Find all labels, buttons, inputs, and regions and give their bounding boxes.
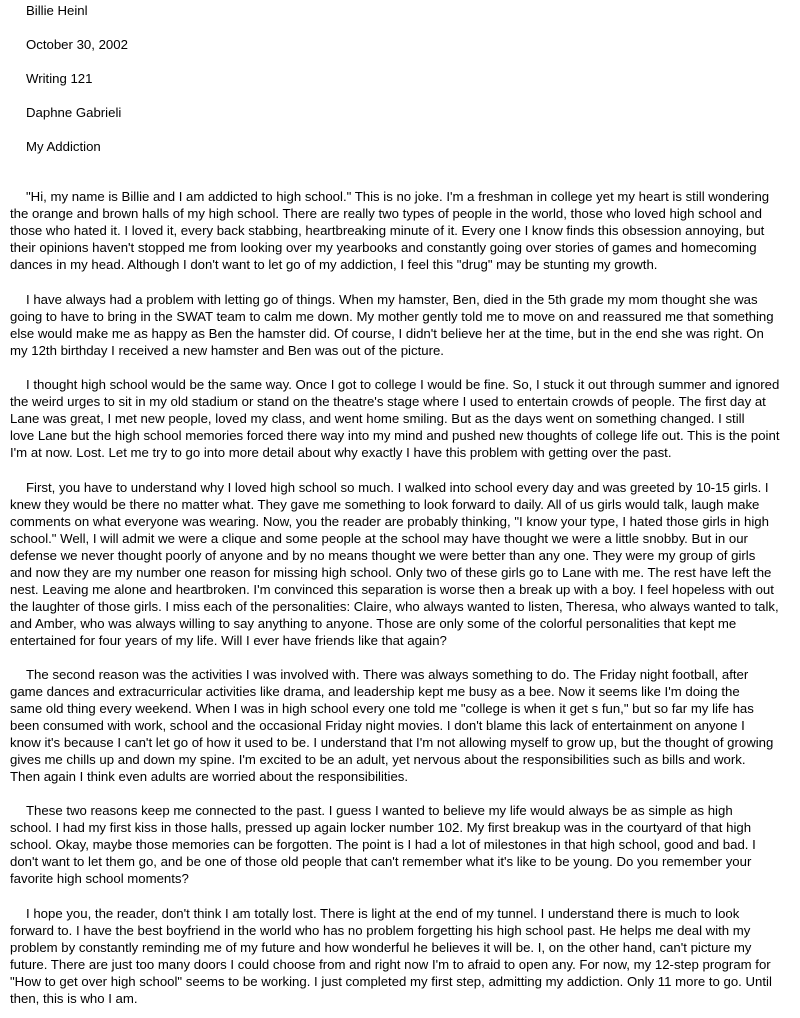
paragraph-line: don't want to let them go, and be one of those old people that can't remember what it's like to be young. Do you remember your (10, 854, 752, 869)
paragraph-line: school. I had my first kiss in those halls, pressed up again locker number 102. My first breakup was in the courtyard of that high (10, 820, 752, 835)
essay-date: October 30, 2002 (26, 37, 128, 52)
paragraph-line: the weird urges to sit in my old stadium or stand on the theatre's stage where I used to entertain crowds of people. The first day at (10, 394, 766, 409)
paragraph-line: my 12th birthday I received a new hamster and Ben was out of the picture. (10, 343, 444, 358)
paragraph-line: defense we never thought poorly of anyone and by no means thought we were better than any one. They were my group of girls (10, 548, 756, 563)
paragraph-2 (10, 291, 774, 359)
paragraph-line: nest. Leaving me alone and heartbroken. I'm convinced this separation is worse then a break up with a boy. I feel hopeless with out (10, 582, 774, 597)
paragraph-3 (10, 376, 779, 461)
paragraph-line: entertained for four years of my life. Will I ever have friends like that again? (10, 633, 447, 648)
paragraph-line: and Amber, who was always willing to say anything to anyone. Those are only some of the colorful personalities that kept me (10, 616, 737, 631)
paragraph-line: school." Well, I will admit we were a clique and some people at the school may have thought we were a little snobby. But in our (10, 531, 748, 546)
paragraph-4 (10, 479, 779, 649)
essay-title: My Addiction (26, 139, 101, 154)
paragraph-line: dances in my head. Although I don't want to let go of my addiction, I feel this "drug" may be stunting my growth. (10, 257, 658, 272)
instructor-name: Daphne Gabrieli (26, 105, 122, 120)
paragraph-line: love Lane but the high school memories forced there way into my mind and pushed new thoughts of college life out. This is the point (10, 428, 780, 443)
paragraph-line: know it's because I can't let go of how it used to be. I understand that I'm not allowing myself to grow up, but the thought of growing (10, 735, 774, 750)
paragraph-line: I hope you, the reader, don't think I am totally lost. There is light at the end of my tunnel. I understand there is much to look (26, 906, 740, 921)
paragraph-line: "How to get over high school" seems to be working. I just completed my first step, admitting my addiction. Only 11 more to go. Until (10, 974, 772, 989)
paragraph-line: problem by constantly reminding me of my future and how wonderful he believes it will be. I, on the other hand, can't picture my (10, 940, 752, 955)
paragraph-line: I have always had a problem with letting go of things. When my hamster, Ben, died in the 5th grade my mom thought she was (26, 292, 758, 307)
paragraph-line: their opinions haven't stopped me from looking over my yearbooks and constantly going over stories of games and homecoming (10, 240, 757, 255)
paragraph-line: school. Okay, maybe those memories can be forgotten. The point is I had a lot of milestones in that high school, good and bad. I (10, 837, 756, 852)
paragraph-line: I thought high school would be the same way. Once I got to college I would be fine. So, I stuck it out through summer and ignored (26, 377, 780, 392)
paragraph-line: same old thing every weekend. When I was in high school every one told me "college is when it get s fun," but so far my life has (10, 701, 754, 716)
course-name: Writing 121 (26, 71, 93, 86)
paragraph-line: First, you have to understand why I loved high school so much. I walked into school every day and was greeted by 10-15 girls. I (26, 480, 769, 495)
paragraph-line: I'm at now. Lost. Let me try to go into more detail about why exactly I have this problem with getting over the past. (10, 445, 672, 460)
paragraph-line: knew they would be there no matter what. They gave me something to look forward to daily. All of us girls would talk, laugh make (10, 497, 760, 512)
paragraph-line: the orange and brown halls of my high school. There are really two types of people in the world, those who loved high school and (10, 206, 762, 221)
paragraph-5 (10, 666, 773, 785)
paragraph-6 (10, 802, 756, 887)
paragraph-line: else would make me as happy as Ben the hamster did. Of course, I didn't believe her at the time, but in the end she was right. On (10, 326, 764, 341)
paragraph-line: and now they are my number one reason for missing high school. Only two of these girls go to Lane with me. The rest have left the (10, 565, 772, 580)
paragraph-line: Lane was great, I met new people, loved my class, and went home smiling. But as the days went on something changed. I still (10, 411, 745, 426)
paragraph-line: forward to. I have the best boyfriend in the world who has no problem forgetting his high school past. He helps me deal with my (10, 923, 751, 938)
author-name: Billie Heinl (26, 3, 88, 18)
paragraph-line: These two reasons keep me connected to the past. I guess I wanted to believe my life would always be as simple as high (26, 803, 733, 818)
paragraph-line: those who hated it. I loved it, every back stabbing, heartbreaking minute of it. Every one I know finds this obsession annoying, but (10, 223, 765, 238)
paragraph-line: game dances and extracurricular activities like drama, and leadership kept me busy as a bee. Now it seems like I'm doing the (10, 684, 740, 699)
paragraph-line: been consumed with work, school and the occasional Friday night movies. I don't blame this lack of entertainment on anyone I (10, 718, 745, 733)
paragraph-line: then, this is who I am. (10, 991, 138, 1006)
paragraph-line: The second reason was the activities I was involved with. There was always something to do. The Friday night football, after (26, 667, 749, 682)
paragraph-line: the laughter of those girls. I miss each of the personalities: Claire, who always wanted to listen, Theresa, who always wanted to talk, (10, 599, 779, 614)
paragraph-line: Then again I think even adults are worried about the responsibilities. (10, 769, 409, 784)
paragraph-line: future. There are just too many doors I could choose from and right now I'm to afraid to open any. For now, my 12-step program for (10, 957, 771, 972)
paragraph-line: "Hi, my name is Billie and I am addicted to high school." This is no joke. I'm a freshman in college yet my heart is still wondering (26, 189, 770, 204)
paragraph-line: comments on what everyone was wearing. Now, you the reader are probably thinking, "I know your type, I hated those girls in high (10, 514, 769, 529)
paragraph-line: gives me chills up and down my spine. I'm excited to be an adult, yet nervous about the responsibilities such as bills and work. (10, 752, 746, 767)
paragraph-line: going to have to bring in the SWAT team to calm me down. My mother gently told me to move on and reassured me that something (10, 309, 774, 324)
paragraph-line: favorite high school moments? (10, 871, 189, 886)
paragraph-7 (10, 905, 772, 1007)
paragraph-1 (10, 188, 769, 273)
